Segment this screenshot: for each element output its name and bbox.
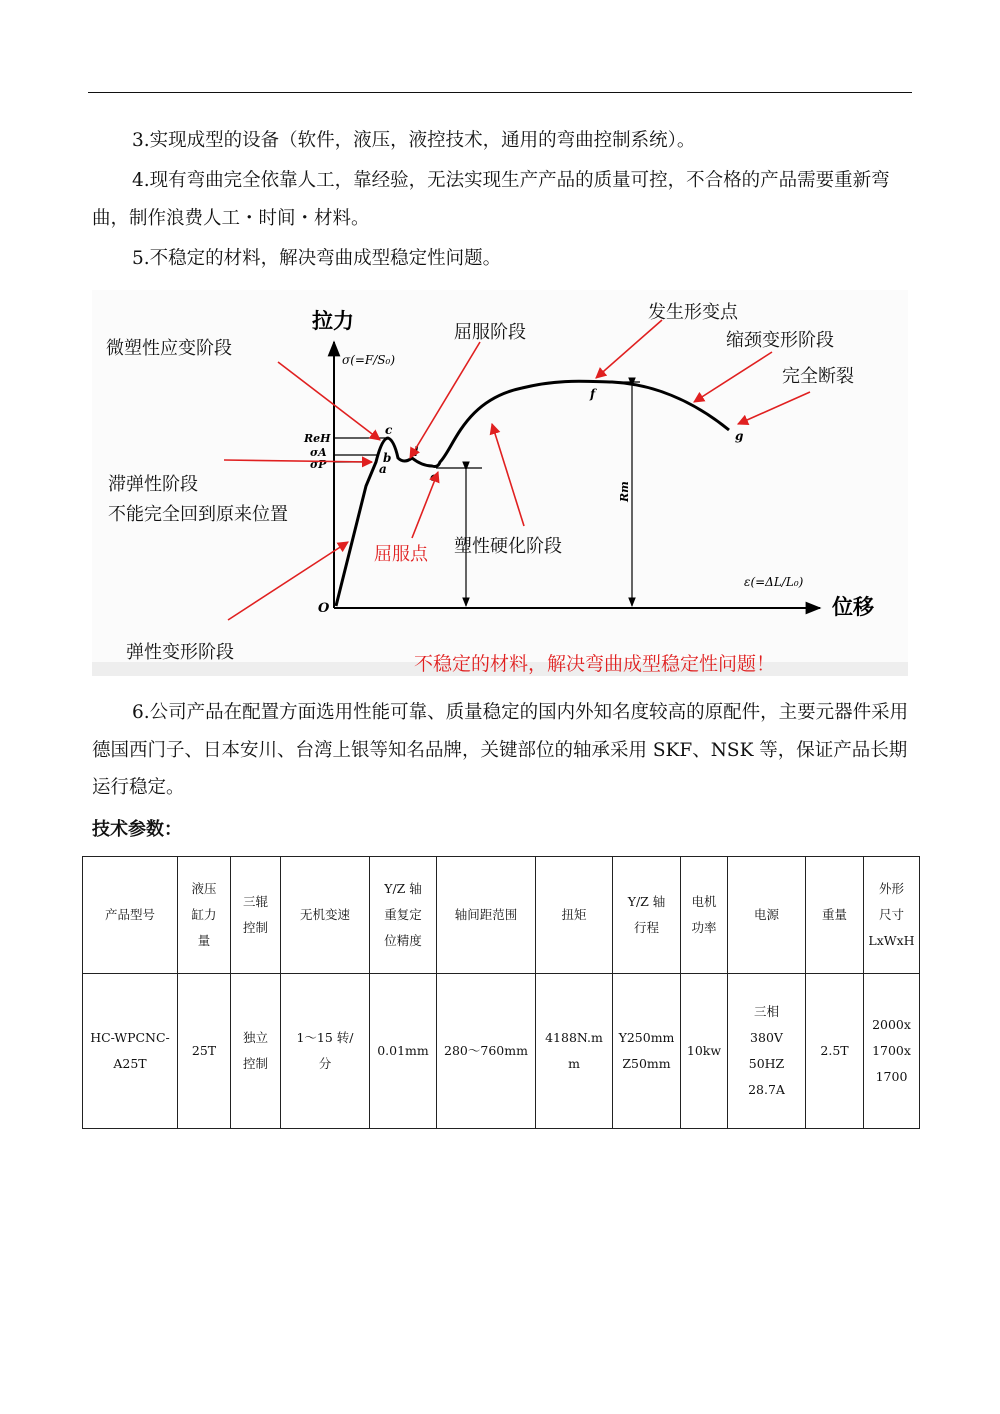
point-label-f: f xyxy=(590,387,596,401)
point-label-b: b xyxy=(383,451,392,465)
tech-params-heading: 技术参数： xyxy=(92,819,182,840)
th-motor-power: 电机 功率 xyxy=(681,857,728,974)
td-model: HC-WPCNC- A25T xyxy=(83,974,178,1129)
td-axis-stroke: Y250mm Z50mm xyxy=(613,974,681,1129)
callout-not-recover: 不能完全回到原来位置 xyxy=(108,504,288,525)
td-weight: 2.5T xyxy=(806,974,864,1129)
callout-hardening: 塑性硬化阶段 xyxy=(454,536,562,557)
th-three-roll-control: 三辊 控制 xyxy=(231,857,281,974)
th-power-supply: 电源 xyxy=(728,857,806,974)
callout-necking: 缩颈变形阶段 xyxy=(726,330,834,351)
x-axis-title: 位移 xyxy=(832,595,874,619)
header-rule xyxy=(88,92,912,93)
td-power-supply: 三相 380V 50HZ 28.7A xyxy=(728,974,806,1129)
tick-label-rm: Rm xyxy=(618,481,631,502)
td-repeat-accuracy: 0.01mm xyxy=(370,974,437,1129)
td-stepless-speed: 1～15 转/ 分 xyxy=(281,974,370,1129)
td-dimensions: 2000x 1700x 1700 xyxy=(864,974,920,1129)
th-torque: 扭矩 xyxy=(536,857,613,974)
th-dimensions: 外形 尺寸 LxWxH xyxy=(864,857,920,974)
paragraph-4: 4.现有弯曲完全依靠人工，靠经验，无法实现生产产品的质量可控，不合格的产品需要重新弯曲，制作浪费人工・时间・材料。 xyxy=(92,170,890,229)
stress-strain-curve xyxy=(336,381,729,606)
callout-yield-stage: 屈服阶段 xyxy=(454,322,526,343)
th-model: 产品型号 xyxy=(83,857,178,974)
tick-label-sigma-p: σP xyxy=(310,458,327,471)
point-label-a: a xyxy=(379,462,387,476)
y-axis-title: 拉力 xyxy=(312,309,354,333)
tick-label-reh: ReH xyxy=(304,432,331,445)
point-label-e: e xyxy=(430,470,438,484)
th-stepless-speed: 无机变速 xyxy=(281,857,370,974)
tick-label-origin: O xyxy=(318,601,330,616)
td-axis-distance: 280～760mm xyxy=(437,974,536,1129)
td-hydraulic-force: 25T xyxy=(178,974,231,1129)
paragraph-3: 3.实现成型的设备（软件，液压，液控技术，通用的弯曲控制系统）。 xyxy=(132,130,696,151)
th-hydraulic-force: 液压 缸力 量 xyxy=(178,857,231,974)
sigma-label: σ(=F/S₀) xyxy=(342,353,396,367)
stress-strain-figure xyxy=(92,290,908,676)
callout-micro-plastic: 微塑性应变阶段 xyxy=(106,338,232,359)
callout-deformation-point: 发生形变点 xyxy=(648,302,738,323)
callout-elastic: 弹性变形阶段 xyxy=(126,642,234,663)
paragraph-6: 6.公司产品在配置方面选用性能可靠、质量稳定的国内外知名度较高的原配件，主要元器件采用德国西门子、日本安川、台湾上银等知名品牌，关键部位的轴承采用 SKF、NSK 等，保证产品长期运行稳定。 xyxy=(92,702,909,798)
callout-hysteresis: 滞弹性阶段 xyxy=(108,474,198,495)
paragraph-5: 5.不稳定的材料，解决弯曲成型稳定性问题。 xyxy=(132,248,502,269)
td-torque: 4188N.m m xyxy=(536,974,613,1129)
callout-yield-point: 屈服点 xyxy=(374,544,428,565)
callout-fracture: 完全断裂 xyxy=(782,366,854,387)
table-row xyxy=(83,974,920,1129)
point-label-d: d xyxy=(410,445,419,459)
point-label-c: c xyxy=(385,423,393,437)
epsilon-label: ε(=ΔL/L₀) xyxy=(744,575,804,589)
tech-params-table xyxy=(82,856,920,1129)
table-header-row xyxy=(83,857,920,974)
th-weight: 重量 xyxy=(806,857,864,974)
th-repeat-accuracy: Y/Z 轴 重复定 位精度 xyxy=(370,857,437,974)
banner-text: 不稳定的材料，解决弯曲成型稳定性问题！ xyxy=(414,653,776,675)
th-axis-distance: 轴间距范围 xyxy=(437,857,536,974)
td-three-roll-control: 独立 控制 xyxy=(231,974,281,1129)
tick-label-sigma-a: σA xyxy=(310,446,327,459)
th-axis-stroke: Y/Z 轴 行程 xyxy=(613,857,681,974)
point-label-g: g xyxy=(735,429,744,443)
td-motor-power: 10kw xyxy=(681,974,728,1129)
